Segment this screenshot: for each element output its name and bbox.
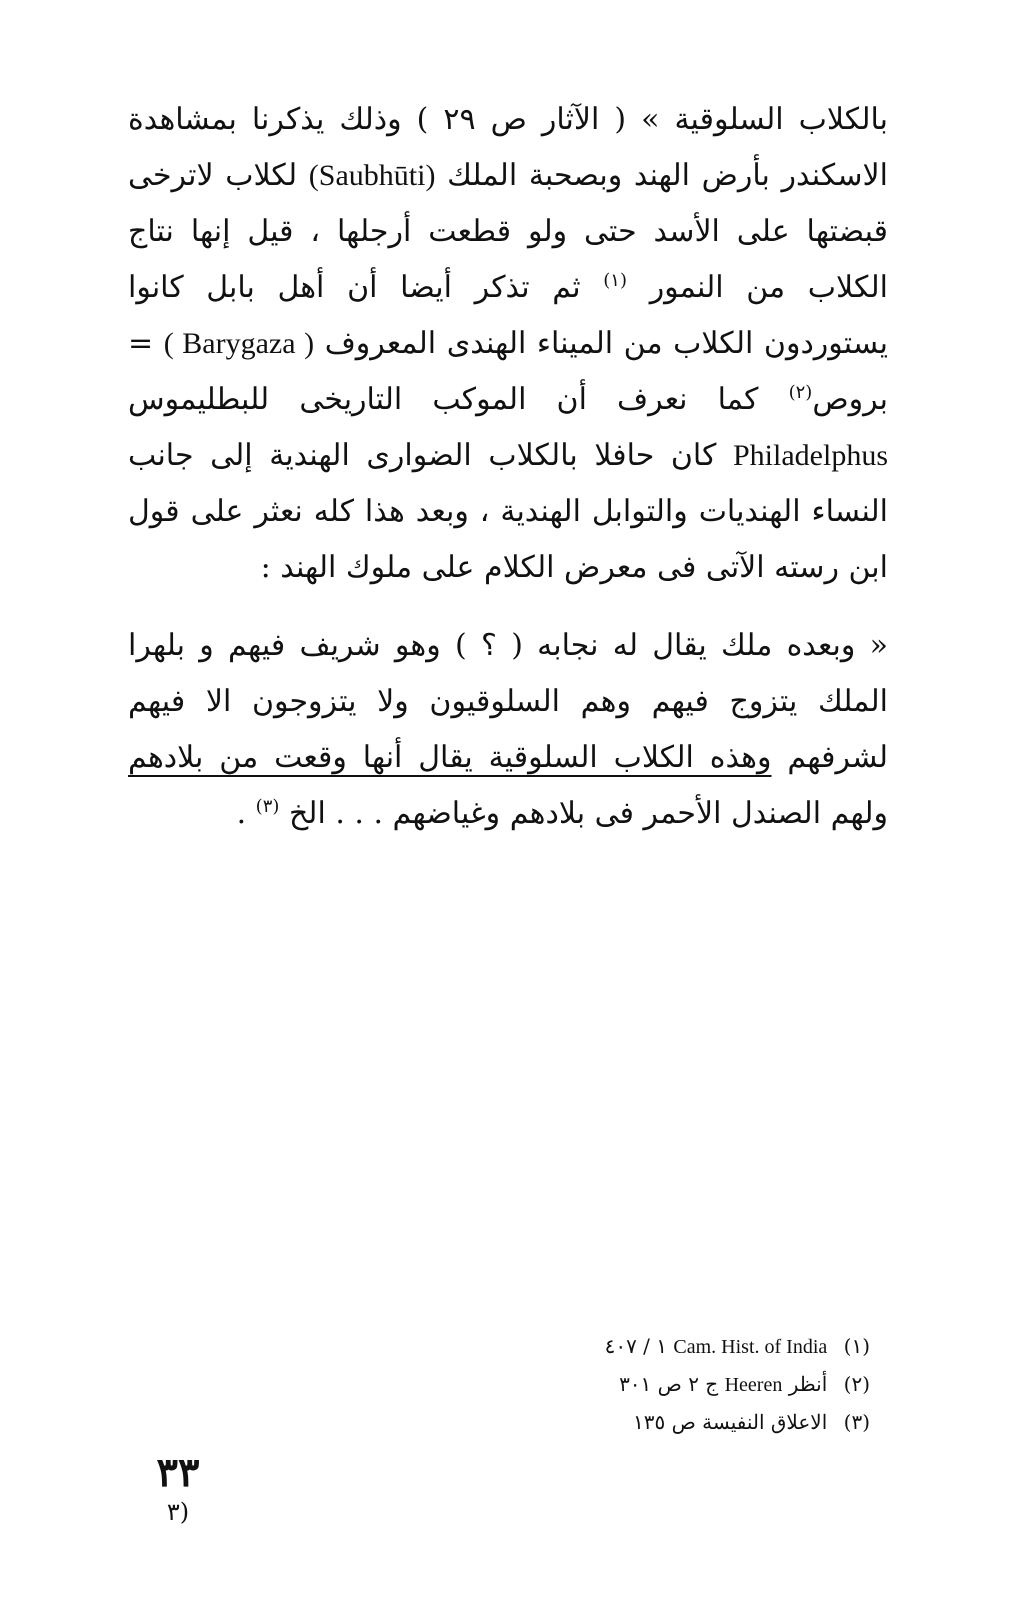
footnote-1: [530, 1328, 870, 1366]
paragraph-1-text-b: لكلاب لاترخى قبضتها على الأسد حتى ولو قطعت أرجلها ، قيل إنها نتاج الكلاب من النمور: [128, 158, 888, 305]
footnote-ref-3: (٣): [255, 796, 280, 817]
footnote-number: (٣): [843, 1410, 870, 1434]
page-number: ٣٣: [156, 1449, 200, 1496]
footnote-number: (٢): [843, 1372, 870, 1396]
footnote-text: ١ / ٤٠٧: [604, 1334, 668, 1358]
footnote-2: [530, 1366, 870, 1404]
paragraph-1: [128, 92, 888, 596]
footnote-prefix: أنظر: [788, 1372, 828, 1396]
footnote-number: (١): [843, 1334, 870, 1358]
latin-term-barygaza: ( Barygaza ): [163, 327, 315, 360]
footnote-text: الاعلاق النفيسة ص ١٣٥: [633, 1410, 828, 1434]
footnote-latin: Cam. Hist. of India: [673, 1336, 828, 1358]
quote-text-b: ولهم الصندل الأحمر فى بلادهم وغياضهم . . . الخ: [288, 796, 888, 831]
paragraph-1-text-e: كما نعرف أن الموكب التاريخى للبطليموس: [128, 382, 759, 417]
latin-term-philadelphus: Philadelphus: [733, 439, 888, 472]
footnotes: [530, 1328, 870, 1441]
footnote-ref-2: (٢): [788, 382, 813, 403]
latin-term-saubhuti: (Saubhūti): [308, 159, 436, 192]
footnote-text: ج ٢ ص ٣٠١: [619, 1372, 719, 1396]
main-text: [128, 92, 888, 842]
quote-underlined-text: وهذه الكلاب السلوقية يقال أنها وقعت من بلادهم: [128, 740, 772, 775]
sheet-number: ٣): [166, 1498, 190, 1526]
paragraph-1-text-d: = بروص: [128, 326, 888, 417]
paragraph-1-text-f: كان حافلا بالكلاب الضوارى الهندية إلى جانب النساء الهنديات والتوابل الهندية ، وبعد هذا كله نعثر على قول ابن رسته الآتى فى معرض الكلام على ملوك الهند :: [128, 438, 888, 585]
quote-end: .: [236, 796, 256, 831]
paragraph-1-text-c: ثم تذكر أيضا أن أهل بابل كانوا يستوردون الكلاب من الميناء الهندى المعروف: [128, 270, 888, 361]
paragraph-2-quote: [128, 618, 888, 842]
quote-text-a: « وبعده ملك يقال له نجابه ( ؟ ) وهو شريف فيهم و بلهرا الملك يتزوج فيهم وهم السلوقيون ولا يتزوجون الا فيهم لشرفهم: [128, 628, 888, 775]
footnote-latin: Heeren: [724, 1374, 783, 1396]
footnote-ref-1: (١): [603, 270, 627, 291]
paragraph-1-text-a: بالكلاب السلوقية » ( الآثار ص ٢٩ ) وذلك يذكرنا بمشاهدة الاسكندر بأرض الهند وبصحبة الملك: [128, 102, 888, 193]
footnote-3: [530, 1404, 870, 1441]
